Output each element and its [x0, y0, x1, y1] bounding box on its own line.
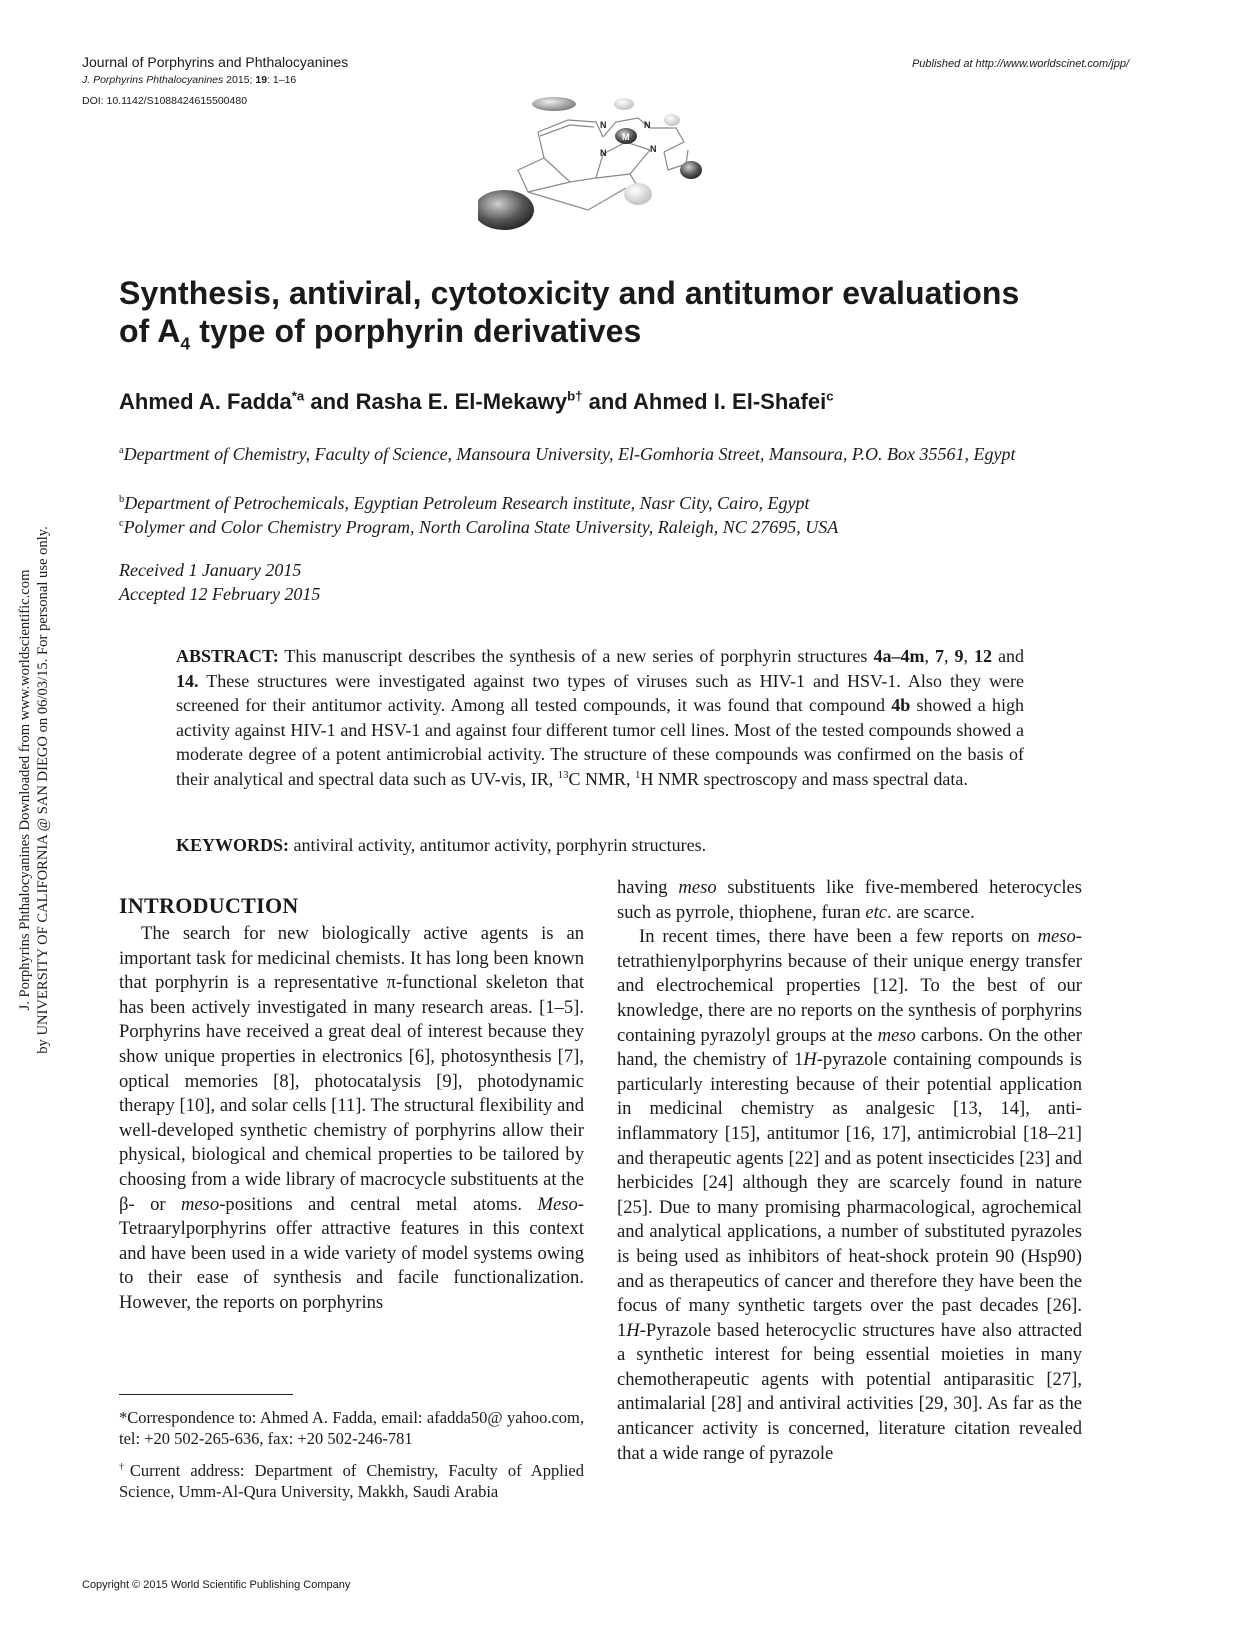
footnote-rule	[119, 1394, 293, 1395]
body-paragraph: In recent times, there have been a few reports on meso-tetrathienylporphyrins because of their unique energy transfer and electrochemical properties [12]. To the best of our knowledge, there are no reports on the synthesis of porphyrins containing pyrazolyl groups at the meso carbons. On the other hand, the chemistry of 1H-pyrazole containing compounds is particularly interesting because of their potential application in medicinal chemistry as analgesic [13, 14], anti-inflammatory [15], antitumor [16, 17], antimicrobial [18–21] and therapeutic agents [22] and as potent insecticides [23] and herbicides [24] although they are scarcely found in nature [25]. Due to many promising pharmacological, agrochemical and analytical applications, a number of substituted pyrazoles is being used as inhibitors of heat-shock protein 90 (Hsp90) and as therapeutics of cancer and therefore they have been the focus of many synthetic targets over the past decades [26]. 1H-Pyrazole based heterocyclic structures have also attracted a synthetic interest for being essential moieties in many chemotherapeutic agents with potential antiparasitic [27], antimalarial [28] and antiviral activities [29, 30]. As far as the anticancer activity is concerned, literature citation revealed that a wide range of pyrazole	[617, 926, 1083, 1464]
author-marks: c	[826, 388, 834, 404]
section-heading-introduction: INTRODUCTION	[119, 893, 299, 918]
body-paragraph: having meso substituents like five-membered heterocycles such as pyrrole, thiophene, furan etc. are scarce.	[617, 877, 1082, 923]
citation-pages: : 1–16	[267, 74, 297, 86]
body-column-right	[617, 876, 1082, 1466]
footnote-current-address: †Current address: Department of Chemistry, Faculty of Applied Science, Umm-Al-Qura University, Makkh, Saudi Arabia	[119, 1461, 585, 1501]
citation-journal: J. Porphyrins Phthalocyanines	[82, 74, 224, 86]
journal-doi: DOI: 10.1142/S1088424615500480	[82, 95, 248, 107]
porphyrin-logo	[478, 92, 738, 242]
logo-atom-n1: N	[600, 120, 607, 130]
copyright-notice: Copyright © 2015 World Scientific Publishing Company	[82, 1579, 351, 1591]
download-stamp	[0, 0, 60, 1636]
logo-lobe-bottom-left	[478, 190, 534, 230]
author-marks: b†	[567, 388, 583, 404]
logo-atom-m: M	[622, 132, 630, 142]
logo-lobe-right	[680, 161, 702, 179]
body-paragraph: The search for new biologically active agents is an important task for medicinal chemists. It has long been known that porphyrin is a representative π-functional skeleton that has been actively investigated in many research areas. [1–5]. Porphyrins have received a great deal of interest because they show unique properties in electronics [6], photosynthesis [7], optical memories [8], photocatalysis [9], photodynamic therapy [10], and solar cells [11]. The structural flexibility and well-developed synthetic chemistry of porphyrins allow their physical, biological and chemical properties to be tailored by choosing from a wide library of macrocycle substituents at the β- or meso-positions and central metal atoms. Meso-Tetraarylporphyrins offer attractive features in this context and have been used in a wide variety of model systems owing to their ease of synthesis and facile functionalization. However, the reports on porphyrins	[119, 923, 584, 1313]
body-column-left	[119, 922, 584, 1316]
logo-atom-n3: N	[600, 148, 607, 158]
affiliation-b: $^b$Department of Petrochemicals, Egyptian Petroleum Research institute, Nasr City, Cairo, Egypt	[119, 493, 810, 513]
journal-citation	[82, 74, 296, 86]
journal-name: Journal of Porphyrins and Phthalocyanines	[82, 54, 349, 70]
logo-lobe-top-left	[532, 97, 576, 111]
keywords-label: KEYWORDS:	[176, 835, 290, 855]
logo-lobe-lower	[624, 183, 652, 205]
abstract-label: ABSTRACT:	[176, 646, 279, 666]
author-marks: *a	[291, 388, 305, 404]
article-title	[119, 274, 1109, 354]
received-date: Received 1 January 2015	[119, 560, 302, 580]
affiliation-c: $^c$Polymer and Color Chemistry Program, North Carolina State University, Raleigh, NC 27695, USA	[119, 517, 839, 537]
logo-atom-n4: N	[650, 144, 657, 154]
accepted-date: Accepted 12 February 2015	[119, 584, 321, 604]
author-name: Ahmed A. Fadda	[119, 389, 292, 414]
abstract: ABSTRACT: This manuscript describes the synthesis of a new series of porphyrin structures 4a–4m, 7, 9, 12 and 14. These structures were investigated against two types of viruses such as HIV-1 and HSV-1. Also they were screened for their antitumor activity. Among all tested compounds, it was found that compound 4b showed a high activity against HIV-1 and HSV-1 and against four different tumor cell lines. Most of the tested compounds showed a moderate degree of a potent antimicrobial activity. The structure of these compounds was confirmed on the basis of their analytical and spectral data such as UV-vis, IR, $^{13}$C NMR, $^1$H NMR spectroscopy and mass spectral data.	[176, 646, 1024, 789]
footnote-correspondence: *Correspondence to: Ahmed A. Fadda, email: afadda50@ yahoo.com, tel: +20 502-265-636, fax: +20 502-246-781	[119, 1408, 584, 1448]
article-title-line2: of $A_4$ type of porphyrin derivatives	[119, 313, 642, 354]
citation-year: 2015;	[226, 74, 253, 86]
download-stamp-line1: J. Porphyrins Phthalocyanines Downloaded from www.worldscientific.com	[17, 569, 33, 1011]
download-stamp-line2: by UNIVERSITY OF CALIFORNIA @ SAN DIEGO on 06/03/15. For personal use only.	[35, 526, 51, 1054]
author-name: Rasha E. El-Mekawy	[355, 389, 568, 414]
logo-atom-n2: N	[644, 120, 651, 130]
logo-lobe-top	[614, 98, 634, 110]
author-list: Ahmed A. Fadda$^{*a}$ and Rasha E. El-Mekawy$^{b\dagger}$ and Ahmed I. El-Shafei$^c$	[119, 388, 834, 414]
citation-volume: 19	[255, 74, 268, 86]
keywords: KEYWORDS: antiviral activity, antitumor activity, porphyrin structures.	[176, 835, 707, 855]
article-title-line1: Synthesis, antiviral, cytotoxicity and antitumor evaluations	[119, 275, 1020, 311]
published-at-link[interactable]: Published at http://www.worldscinet.com/jpp/	[911, 58, 1129, 70]
logo-lobe-top-right	[664, 114, 680, 126]
author-name: Ahmed I. El-Shafei	[633, 389, 827, 414]
affiliation-a: $^a$Department of Chemistry, Faculty of Science, Mansoura University, El-Gomhoria Street, Mansoura, P.O. Box 35561, Egypt	[119, 444, 1016, 464]
